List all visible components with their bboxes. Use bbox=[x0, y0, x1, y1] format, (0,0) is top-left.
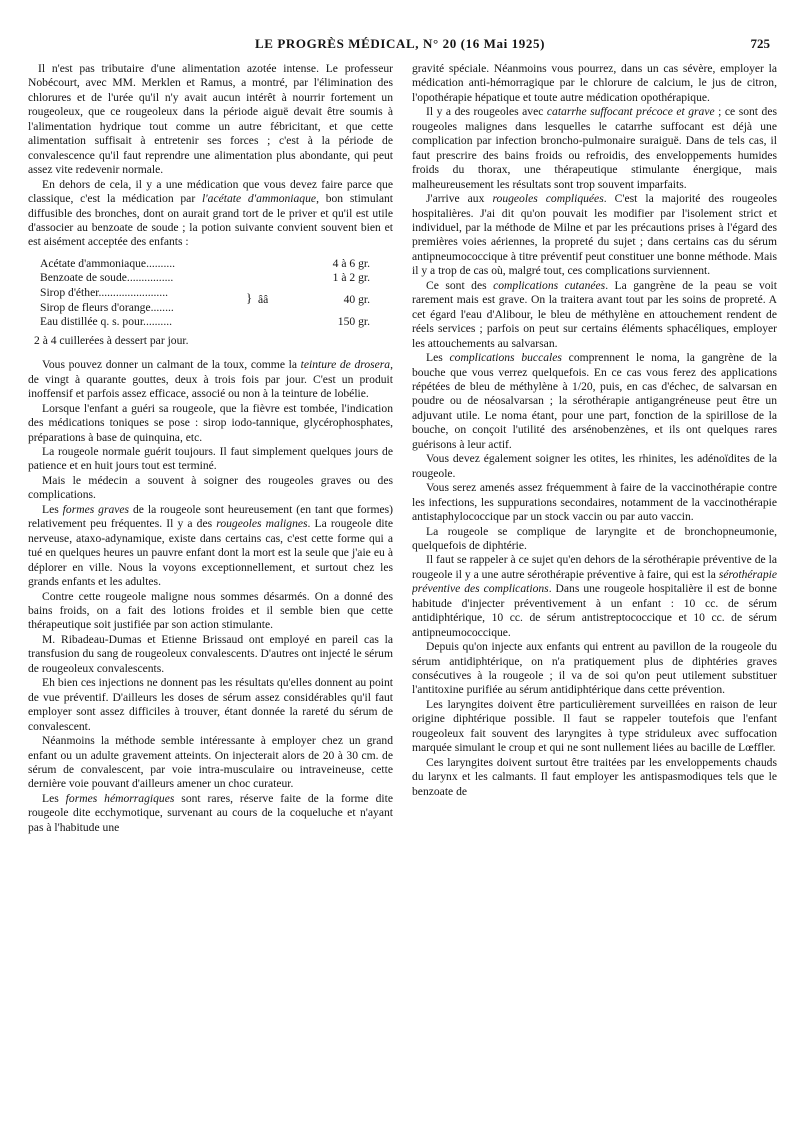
paragraph-injections: Eh bien ces injections ne donnent pas les résultats qu'elles donnent au point de vue préventif. D'ailleurs les doses de sérum assez considérables qu'il faut employer sont assez difficiles à trouver, étant donnée la rareté du sérum de convalescent. bbox=[28, 676, 393, 733]
prescription-dosage: 2 à 4 cuillerées à dessert par jour. bbox=[34, 333, 189, 347]
emphasis-acetate: l'acétate d'ammoniaque bbox=[201, 192, 317, 206]
paragraph-drosera: Vous pouvez donner un calmant de la toux, comme la teinture de drosera, de vingt à quarante gouttes, deux à trois fois par jour. C'est un produit inoffensif et parfois assez efficace, associé ou non à la teinture de lobélie. bbox=[28, 358, 393, 401]
brace-glyph: } bbox=[246, 290, 253, 306]
right-column bbox=[412, 62, 777, 1122]
paragraph-gravite: gravité spéciale. Néanmoins vous pourrez, dans un cas sévère, employer la médication anti-hémorragique par le chlorure de calcium, le jus de citron, l'opothérapie hépatique et toute autre médication opothérapique. bbox=[412, 62, 777, 104]
paragraph-alimentation: Il n'est pas tributaire d'une alimentation azotée intense. Le professeur Nobécourt, avec MM. Merklen et Ramus, a montré, par l'élimination des chlorures et de l'urée qu'il n'y avait aucun intérêt à nourrir fortement un rougeoleux, que ce rougeoleux dans la période aiguë devait être soumis à l'alimentation hydrique tout comme un autre fébricitant, et que cette alimentation suffisait à entretenir ses forces ; c'est à la période de convalescence qu'il faut reprendre une alimentation plus abondante, qui peut assez vite redevenir normale. bbox=[28, 62, 393, 177]
paragraph-formes-graves: Les formes graves de la rougeole sont heureusement (en tant que formes) relativement peu fréquentes. Il y a des rougeoles malignes. La rougeole dite nerveuse, ataxo-adynamique, existe dans certains cas, c'est cette forme qui a tué en quelques heures un pauvre enfant dont la mort est la seule que j'aie eu à déplorer en ville. Nous la voyons exceptionnellement, et surtout chez les grands enfants et les adultes. bbox=[28, 502, 393, 589]
paragraph-laryngite: La rougeole se complique de laryngite et de bronchopneumonie, quelquefois de diphtérie. bbox=[412, 524, 777, 552]
running-header bbox=[30, 36, 770, 56]
paragraph-desarmes: Contre cette rougeole maligne nous sommes désarmés. On a donné des bains froids, on a fait des lotions froides et il semble bien que cette thérapeutique soit justifiée par son action stimulante. bbox=[28, 589, 393, 632]
journal-title: LE PROGRÈS MÉDICAL, N° 20 (16 Mai 1925) bbox=[254, 36, 546, 51]
page-number: 725 bbox=[750, 36, 770, 51]
prescription-line-benzoate: Benzoate de soude................ 1 à 2 gr. bbox=[40, 271, 370, 285]
paragraph-otites: Vous devez également soigner les otites, les rhinites, les adénoïdites de la rougeole. bbox=[412, 452, 777, 480]
paragraph-vaccinotherapie: Vous serez amenés assez fréquemment à faire de la vaccinothérapie contre les infections, les suppurations secondaires, notamment de la vaccinothérapie antistaphylococcique par un stock vaccin ou par auto vaccin. bbox=[412, 481, 777, 524]
paragraph-hemorragiques: Les formes hémorragiques sont rares, réserve faite de la forme dite rougeole dite ecchymotique, survenant au cours de la coqueluche et n'ayant pas à l'habitude une bbox=[28, 791, 393, 834]
paragraph-acetate-ammoniaque: En dehors de cela, il y a une médication que vous devez faire parce que classique, c'est la médication par l'acétate d'ammoniaque, bon stimulant diffusible des bronches, dont on aurait grand tort de le priver et qu'il est utile d'associer au benzoate de soude ; la potion suivante convient souvent bien et est aisément acceptée des enfants : bbox=[28, 177, 393, 249]
paragraph-serotherapie: Il faut se rappeler à ce sujet qu'en dehors de la sérothérapie préventive de la rougeole il y a une autre sérothérapie préventive à faire, qui est la sérothérapie préventive des complications. Dans une rougeole hospitalière il est de bonne habitude d'injecter préventivement à un enfant : 10 cc. de sérum antidiphtérique, 10 cc. de sérum antistreptococcique et 10 cc. de sérum antipneumococcique. bbox=[412, 553, 777, 639]
prescription bbox=[40, 257, 370, 330]
paragraph-transfusion: M. Ribadeau-Dumas et Etienne Brissaud ont employé en pareil cas la transfusion du sang de rougeoleux convalescents. D'autres ont injecté le sérum de rougeoleux convalescents. bbox=[28, 632, 393, 675]
paragraph-catarrhe: Il y a des rougeoles avec catarrhe suffocant précoce et grave ; ce sont des rougeoles malignes dans lesquelles le catarrhe suffocant est déjà une complication par infection broncho-pulmonaire suraiguë. Dans de tels cas, il faut prescrire des bains froids ou refroidis, des enveloppements humides froids du thorax, une thérapeutique stimulante énergique, mais malheureusement les résultats sont trop souvent imparfaits. bbox=[412, 105, 777, 191]
paragraph-complications: Mais le médecin a souvent à soigner des rougeoles graves ou des complications. bbox=[28, 473, 393, 502]
paragraph-cutanees: Ce sont des complications cutanées. La gangrène de la peau se voit rarement mais est grave. On la traitera avant tout par les soins de propreté. A cet égard l'eau d'Alibour, le bleu de méthylène en attouchement rendent de réels services ; parfois on peut sur certains éléments sphacéliques, employer les attouchements au salvarsan. bbox=[412, 278, 777, 350]
prescription-line-sirops: Sirop d'éther........................ Sirop de fleurs d'orange........ } ââ 40 gr. bbox=[40, 286, 370, 314]
paragraph-toniques: Lorsque l'enfant a guéri sa rougeole, que la fièvre est tombée, l'indication des médications toniques se pose : sirop iodo-tannique, glycérophosphates, préparations à base de quinquina, etc. bbox=[28, 401, 393, 444]
paragraph-laryngites-surveillees: Les laryngites doivent être particulièrement surveillées en raison de leur origine diphtérique possible. Il faut se rappeler toutefois que l'enfant rougeoleux fait souvent des laryngites à type striduleux avec suffocation marquée simulant le croup et qui ne sont nullement liées au bacille de Lœffler. bbox=[412, 697, 777, 755]
paragraph-compliquees: J'arrive aux rougeoles compliquées. C'est la majorité des rougeoles hospitalières. J'ai dit qu'on pouvait les modifier par l'isolement strict et individuel, par la méthode de Milne et par les précautions prises à l'égard des premières voies aériennes, la propreté du sujet ; dans certains cas du sérum antipneumococcique à titre préventif peut constituer une bonne méthode. Mais il y a trop de cas où, malgré tout, ces complications surviennent. bbox=[412, 192, 777, 278]
paragraph-laryngites-traitees: Ces laryngites doivent surtout être traitées par les enveloppements chauds du larynx et les calmants. Il faut employer les antispasmodiques tels que le benzoate de bbox=[412, 755, 777, 798]
paragraph-methode: Néanmoins la méthode semble intéressante à employer chez un grand enfant ou un adulte gravement atteints. On injecterait alors de 20 à 30 cm. de sérum de convalescent, par voie intra-musculaire ou intraveineuse, cette dernière voie pouvant d'ailleurs amener un choc curateur. bbox=[28, 734, 393, 791]
paragraph-antidiphterique: Depuis qu'on injecte aux enfants qui entrent au pavillon de la rougeole du sérum antidiphtérique, on n'a pratiquement plus de diphtéries graves consécutives à la rougeole ; il va de soi qu'on peut utilement substituer l'antitoxine purifiée au sérum antidiphtérique dans cette prévention. bbox=[412, 640, 777, 697]
prescription-line-eau: Eau distillée q. s. pour.......... 150 gr. bbox=[40, 315, 370, 329]
prescription-line-acetate: Acétate d'ammoniaque.......... 4 à 6 gr. bbox=[40, 256, 370, 270]
paragraph-guerison: La rougeole normale guérit toujours. Il faut simplement quelques jours de patience et en huit jours tout est terminé. bbox=[28, 445, 393, 473]
paragraph-buccales: Les complications buccales comprennent le noma, la gangrène de la bouche que vous verrez quelquefois. En ce cas vous ferez des applications répétées de bleu de méthylène à 1/20, puis, en cas d'échec, de salvarsan en poudre ou de néosalvarsan ; la sérothérapie antigangréneuse peut être un adjuvant utile. Le noma étant, pour une part, fonction de la spirillose de la bouche, on conçoit l'utilité des arsénobenzènes, et ils ont quelques rares guérisons à leur actif. bbox=[412, 351, 777, 451]
left-column bbox=[28, 62, 393, 1122]
